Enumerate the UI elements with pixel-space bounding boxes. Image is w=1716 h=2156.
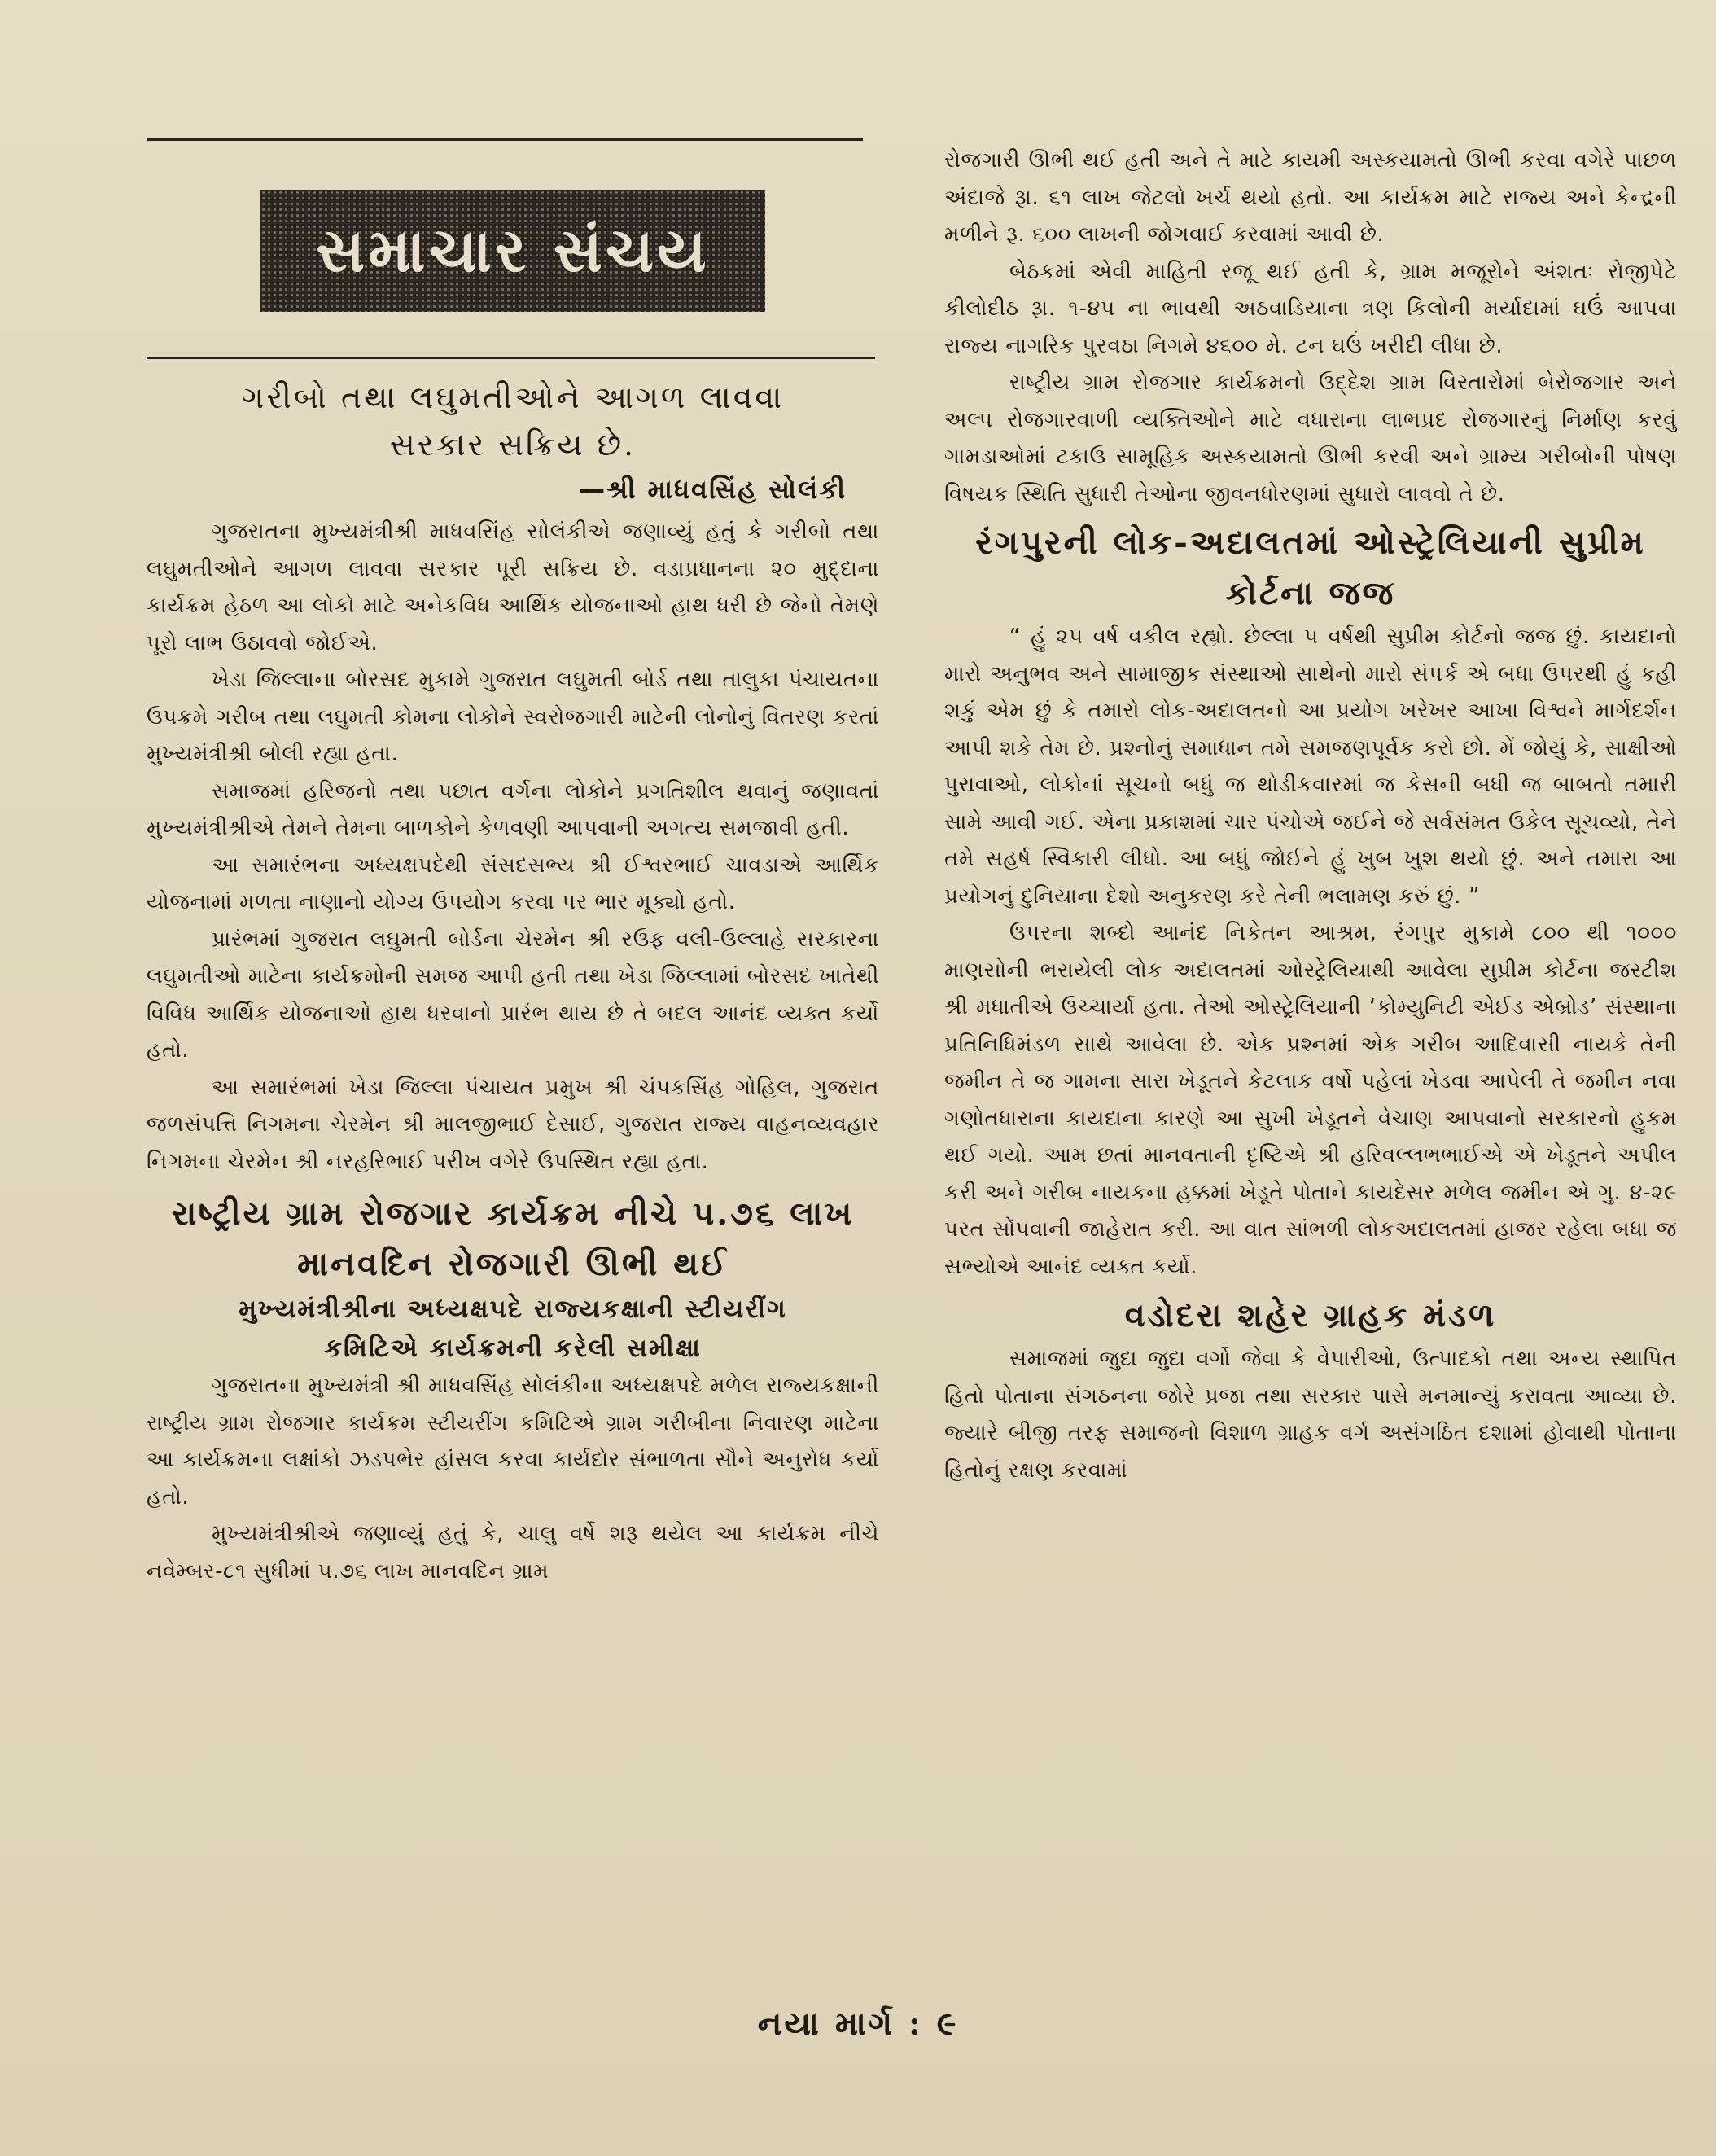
article-rural-employment xyxy=(147,1189,879,1590)
article-consumer-society xyxy=(944,1291,1677,1489)
article-headline: રાષ્ટ્રીય ગ્રામ રોજગાર કાર્યક્રમ નીચે ૫.૭૬ લાખ xyxy=(171,1194,855,1233)
article-paragraph: સમાજમાં હરિજનો તથા પછાત વર્ગના લોકોને પ્રગતિશીલ થવાનું જણાવતાં મુખ્યમંત્રીશ્રીએ તેમને તેમના બાળકોને કેળવણી આપવાની અગત્ય સમજાવી હતી. xyxy=(147,778,879,840)
section-title: સમાચાર સંચય xyxy=(316,215,710,286)
article-paragraph: ગુજરાતના મુખ્યમંત્રી શ્રી માધવસિંહ સોલંકીના અધ્યક્ષપદે મળેલ રાજ્યકક્ષાની રાષ્ટ્રીય ગ્રામ રોજગાર કાર્યક્રમ સ્ટીયરીંગ કમિટિએ ગ્રામ ગરીબીના નિવારણ માટેના આ કાર્યક્રમના લક્ષાંકો ઝડપભેર હાંસલ કરવા કાર્યદોર સંભાળતા સૌને અનુરોધ કર્યો હતો. xyxy=(147,1374,879,1510)
article-paragraph: “ હું ૨૫ વર્ષ વકીલ રહ્યો. છેલ્લા ૫ વર્ષથી સુપ્રીમ કોર્ટનો જજ છું. કાયદાનો મારો અનુભવ અને સામાજીક સંસ્થાઓ સાથેનો મારો સંપર્ક એ બધા ઉપરથી હું કહી શકું એમ છું કે તમારો લોક-અદાલતનો આ પ્રયોગ ખરેખર આખા વિશ્વને માર્ગદર્શન આપી શકે તેમ છે. પ્રશ્નોનું સમાધાન તમે સમજણપૂર્વક કરો છો. મેં જોયું કે, સાક્ષીઓ પુરાવાઓ, લોકોનાં સૂચનો બધું જ થોડીકવારમાં જ કેસની બધી જ બાબતો તમારી સામે આવી ગઈ. એના પ્રકાશમાં ચાર પંચોએ જઈને જે સર્વસંમત ઉકેલ સૂચવ્યો, તેને તમે સહર્ષ સ્વિકારી લીધો. આ બધું જોઈને હું ખુબ ખુશ થયો છું. અને તમારા આ પ્રયોગનું દુનિયાના દેશો અનુકરણ કરે તેની ભલામણ કરું છું. ” xyxy=(944,624,1677,909)
article-headline: રંગપુરની લોક-અદાલતમાં ઓસ્ટ્રેલિયાની સુપ્રીમ xyxy=(975,524,1646,562)
article-minorities xyxy=(147,374,879,1181)
section-title-banner xyxy=(260,190,765,312)
section-divider xyxy=(147,357,875,359)
article-headline: માનવદિન રોજગારી ઊભી થઈ xyxy=(297,1245,729,1283)
article-paragraph: ખેડા જિલ્લાના બોરસદ મુકામે ગુજરાત લઘુમતી બોર્ડ તથા તાલુકા પંચાયતના ઉપક્રમે ગરીબ તથા લઘુમતી કોમના લોકોને સ્વરોજગારી માટેની લોનોનું વિતરણ કરતાં મુખ્યમંત્રીશ્રી બોલી રહ્યા હતા. xyxy=(147,668,879,766)
article-paragraph: બેઠકમાં એવી માહિતી રજૂ થઈ હતી કે, ગ્રામ મજૂરોને અંશતઃ રોજીપેટે કીલોદીઠ રૂા. ૧-૪૫ ના ભાવથી અઠવાડિયાના ત્રણ કિલોની મર્યાદામાં ઘઉં આપવા રાજ્ય નાગરિક પુરવઠા નિગમે ૪૬૦૦ મે. ટન ઘઉં ખરીદી લીધા છે. xyxy=(944,259,1677,358)
article-paragraph: ઉપરના શબ્દો આનંદ નિકેતન આશ્રમ, રંગપુર મુકામે ૮૦૦ થી ૧૦૦૦ માણસોની ભરાયેલી લોક અદાલતમાં ઓસ્ટ્રેલિયાથી આવેલા સુપ્રીમ કોર્ટના જસ્ટીશ શ્રી મધાતીએ ઉચ્ચાર્યા હતા. તેઓ ઓસ્ટ્રેલિયાની ‘કોમ્યુનિટી એઈડ એબ્રોડ’ સંસ્થાના પ્રતિનિધિમંડળ સાથે આવેલા છે. એક પ્રશ્નમાં એક ગરીબ આદિવાસી નાયકે તેની જમીન તે જ ગામના સારા ખેડૂતને કેટલાક વર્ષો પહેલાં ખેડવા આપેલી તે જમીન નવા ગણોતધારાના કાયદાના કારણે આ સુખી ખેડૂતને વેચાણ આપવાનો સરકારનો હુકમ થઈ ગયો. આમ છતાં માનવતાની દૃષ્ટિએ શ્રી હરિવલ્લભભાઈએ એ ખેડૂતને અપીલ કરી અને ગરીબ નાયકના હક્કમાં ખેડૂતે પોતાને કાયદેસર મળેલ જમીન એ ગુ. ૪-૨૯ પરત સોંપવાની જાહેરાત કરી. આ વાત સાંભળી લોકઅદાલતમાં હાજર રહેલા બધા જ સભ્યોએ આનંદ વ્યક્ત કર્યો. xyxy=(944,921,1677,1279)
article-lok-adalat xyxy=(944,518,1677,1286)
article-subheadline: મુખ્યમંત્રીશ્રીના અધ્યક્ષપદે રાજ્યકક્ષાની સ્ટીયરીંગ xyxy=(239,1295,787,1324)
article-headline: ગરીબો તથા લઘુમતીઓને આગળ લાવવા xyxy=(241,379,785,415)
article-subheadline: કમિટિએ કાર્યક્રમની કરેલી સમીક્ષા xyxy=(324,1334,702,1363)
right-column xyxy=(944,142,1677,1489)
top-rule xyxy=(147,138,863,141)
article-headline: સરકાર સક્રિય છે. xyxy=(389,427,637,462)
page-footer: નયા માર્ગ : ૯ xyxy=(757,2005,959,2043)
article-paragraph: મુખ્યમંત્રીશ્રીએ જણાવ્યું હતું કે, ચાલુ વર્ષે શરૂ થયેલ આ કાર્યક્રમ નીચે નવેમ્બર-૮૧ સુધીમાં ૫.૭૬ લાખ માનવદિન ગ્રામ xyxy=(147,1522,879,1584)
article-paragraph: આ સમારંભમાં ખેડા જિલ્લા પંચાયત પ્રમુખ શ્રી ચંપકસિંહ ગોહિલ, ગુજરાત જળસંપત્તિ નિગમના ચેરમેન શ્રી માલજીભાઈ દેસાઈ, ગુજરાત રાજ્ય વાહનવ્યવહાર નિગમના ચેરમેન શ્રી નરહરિભાઈ પરીખ વગેરે ઉપસ્થિત રહ્યા હતા. xyxy=(147,1075,879,1174)
article-byline: —શ્રી માધવસિંહ સોલંકી xyxy=(579,474,847,505)
article-paragraph: રાષ્ટ્રીય ગ્રામ રોજગાર કાર્યક્રમનો ઉદ્દેશ ગ્રામ વિસ્તારોમાં બેરોજગાર અને અલ્પ રોજગારવાળી વ્યક્તિઓને માટે વધારાના લાભપ્રદ રોજગારનું નિર્માણ કરવું ગામડાઓમાં ટકાઉ સામૂહિક અસ્કયામતો ઊભી કરવી અને ગ્રામ્ય ગરીબોની પોષણ વિષયક સ્થિતિ સુધારી તેઓના જીવનધોરણમાં સુધારો લાવવો તે છે. xyxy=(944,370,1677,506)
article-headline: કોર્ટના જજ xyxy=(1225,574,1396,612)
article-headline: વડોદરા શહેર ગ્રાહક મંડળ xyxy=(1124,1296,1497,1334)
left-column xyxy=(147,138,879,1590)
article-paragraph: આ સમારંભના અધ્યક્ષપદેથી સંસદસભ્ય શ્રી ઈશ્વરભાઈ ચાવડાએ આર્થિક યોજનામાં મળતા નાણાનો યોગ્ય ઉપયોગ કરવા પર ભાર મૂક્યો હતો. xyxy=(147,852,879,914)
article-paragraph: ગુજરાતના મુખ્યમંત્રીશ્રી માધવસિંહ સોલંકીએ જણાવ્યું હતું કે ગરીબો તથા લઘુમતીઓને આગળ લાવવા સરકાર પૂરી સક્રિય છે. વડાપ્રધાનના ૨૦ મુદ્દાના કાર્યક્રમ હેઠળ આ લોકો માટે અનેકવિધ આર્થિક યોજનાઓ હાથ ધરી છે જેનો તેમણે પૂરો લાભ ઉઠાવવો જોઈએ. xyxy=(147,519,879,655)
article-paragraph: પ્રારંભમાં ગુજરાત લઘુમતી બોર્ડના ચેરમેન શ્રી રઉફ વલી-ઉલ્લાહે સરકારના લઘુમતીઓ માટેના કાર્યક્રમોની સમજ આપી હતી તથા ખેડા જિલ્લામાં બોરસદ ખાતેથી વિવિધ આર્થિક યોજનાઓ હાથ ધરવાનો પ્રારંભ થાય છે તે બદલ આનંદ વ્યક્ત કર્યો હતો. xyxy=(147,927,879,1063)
article-rural-employment-continued xyxy=(944,142,1677,513)
article-paragraph: સમાજમાં જુદા જુદા વર્ગો જેવા કે વેપારીઓ, ઉત્પાદકો તથા અન્ય સ્થાપિત હિતો પોતાના સંગઠનના જોરે પ્રજા તથા સરકાર પાસે મનમાન્યું કરાવતા આવ્યા છે. જ્યારે બીજી તરફ સમાજનો વિશાળ ગ્રાહક વર્ગ અસંગઠિત દશામાં હોવાથી પોતાના હિતોનું રક્ષણ કરવામાં xyxy=(944,1347,1677,1483)
article-paragraph: રોજગારી ઊભી થઈ હતી અને તે માટે કાયમી અસ્કયામતો ઊભી કરવા વગેરે પાછળ અંદાજે રૂા. ૬૧ લાખ જેટલો ખર્ચ થયો હતો. આ કાર્યક્રમ માટે રાજ્ય અને કેન્દ્રની મળીને રૂ. ૬૦૦ લાખની જોગવાઈ કરવામાં આવી છે. xyxy=(944,148,1677,247)
